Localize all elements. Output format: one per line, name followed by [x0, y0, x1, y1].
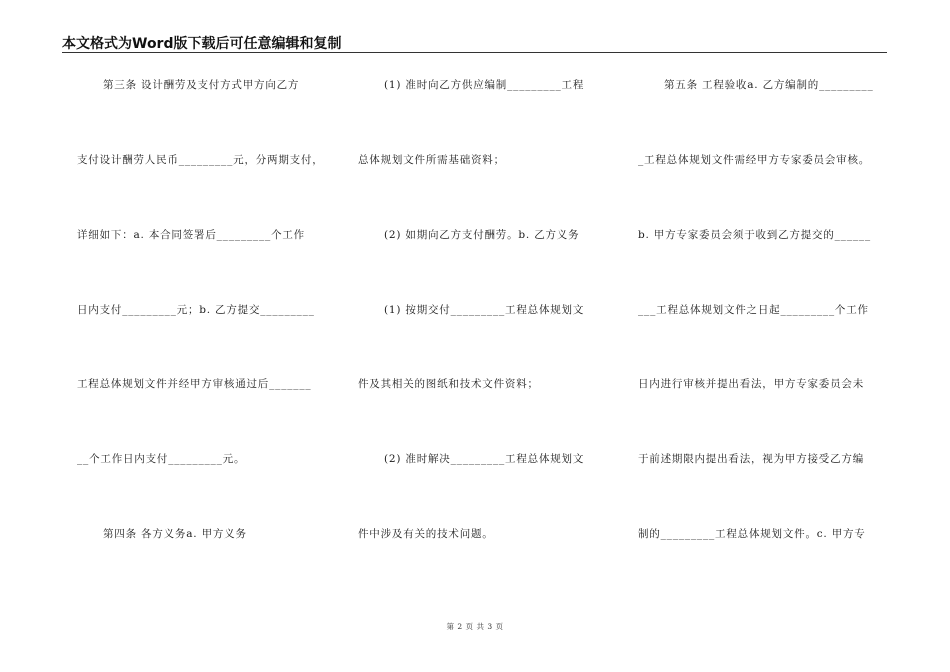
paragraph-line: (1) 准时向乙方供应编制_________工程 — [384, 79, 585, 91]
paragraph-line: 支付设计酬劳人民币_________元，分两期支付， — [77, 154, 324, 166]
paragraph-line: (1) 按期交付_________工程总体规划文 — [384, 304, 585, 316]
paragraph-line: (2) 如期向乙方支付酬劳。b. 乙方义务 — [384, 229, 580, 241]
document-header-title: 本文格式为Word版下载后可任意编辑和复制 — [62, 36, 342, 52]
header-divider — [62, 52, 887, 53]
paragraph-line: 于前述期限内提出看法，视为甲方接受乙方编 — [638, 453, 864, 465]
paragraph-line: __个工作日内支付_________元。 — [77, 453, 246, 465]
paragraph-line: 件中涉及有关的技术问题。 — [358, 528, 494, 540]
paragraph-line: 总体规划文件所需基础资料； — [358, 154, 505, 166]
paragraph-line: 第三条 设计酬劳及支付方式甲方向乙方 — [103, 79, 300, 91]
paragraph-line: 第五条 工程验收a. 乙方编制的_________ — [664, 79, 874, 91]
paragraph-line: 第四条 各方义务a. 甲方义务 — [103, 528, 247, 540]
paragraph-line: 详细如下：a. 本合同签署后_________个工作 — [77, 229, 305, 241]
paragraph-line: 件及其相关的图纸和技术文件资料； — [358, 378, 539, 390]
paragraph-line: ___工程总体规划文件之日起_________个工作 — [638, 304, 869, 316]
page-number: 第 2 页 共 3 页 — [446, 622, 504, 631]
paragraph-line: 日内支付_________元；b. 乙方提交_________ — [77, 304, 315, 316]
paragraph-line: b. 甲方专家委员会须于收到乙方提交的______ — [638, 229, 871, 241]
paragraph-line: 工程总体规划文件并经甲方审核通过后_______ — [77, 378, 312, 390]
paragraph-line: 制的_________工程总体规划文件。c. 甲方专 — [638, 528, 866, 540]
paragraph-line: _工程总体规划文件需经甲方专家委员会审核。 — [638, 154, 871, 166]
paragraph-line: (2) 准时解决_________工程总体规划文 — [384, 453, 585, 465]
paragraph-line: 日内进行审核并提出看法，甲方专家委员会未 — [638, 378, 864, 390]
